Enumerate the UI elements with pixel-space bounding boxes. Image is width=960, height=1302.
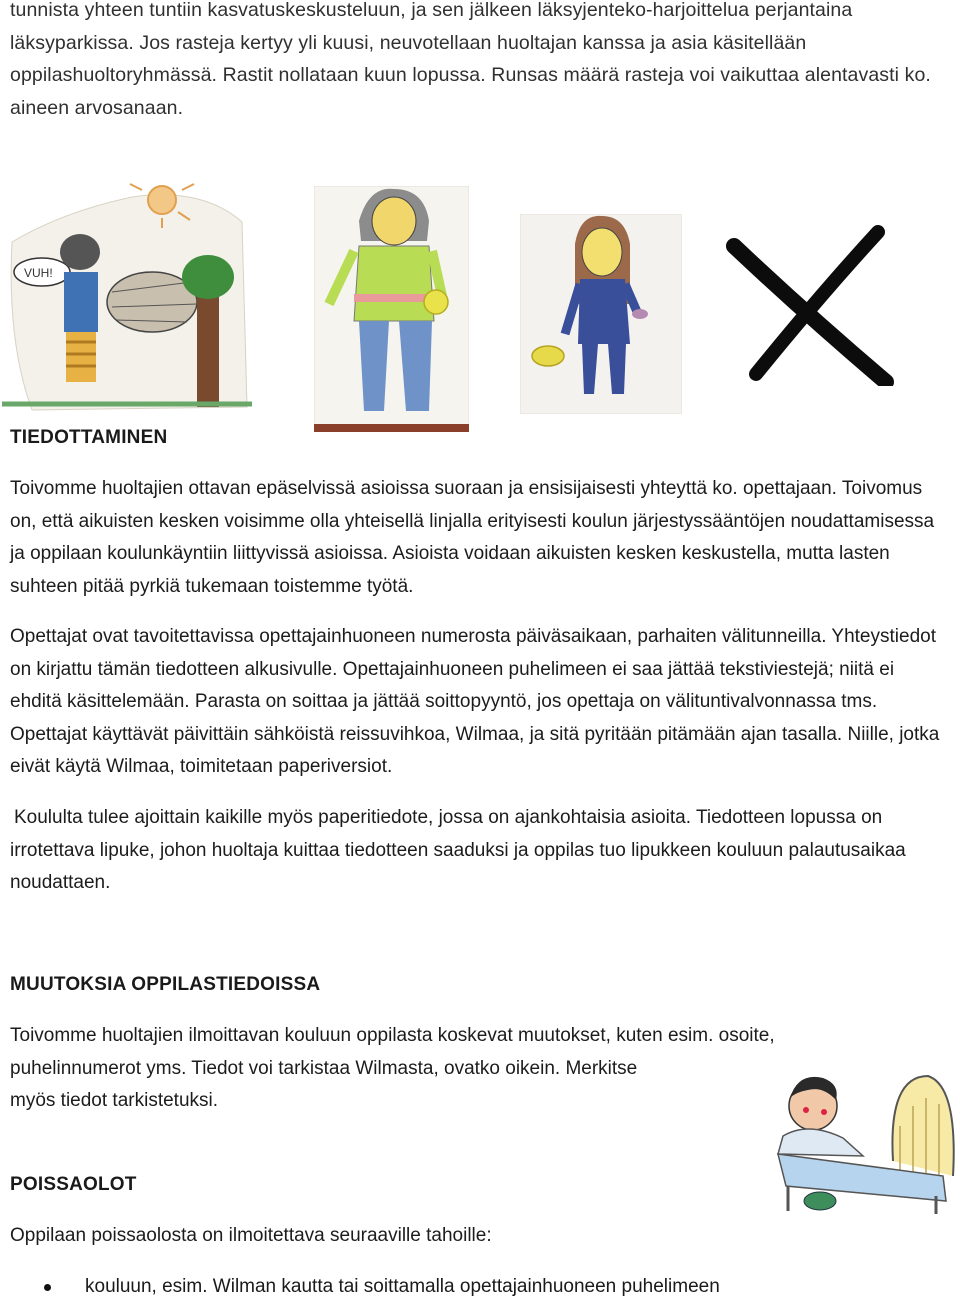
tiedottaminen-paragraph-2: Opettajat ovat tavoitettavissa opettajainhuoneen numerosta päiväsaikaan, parhaiten välitunneilla. Yhteystiedot on kirjattu tämän tiedotteen alkusivulle. Opettajainhuoneen puhelimeen ei saa jättää tekstiviestejä; niitä ei ehditä käsittelemään. Parasta on soittaa ja jättää soittopyyntö, jos opettaja on välituntivalvonnassa tms. Opettajat käyttävät päivittäin sähköistä reissuvihkoa, Wilmaa, ja sitä pyritään pitämään ajan tasalla. Niille, jotka eivät käytä Wilmaa, toimitetaan paperiversiot. — [10, 626, 940, 777]
girl-drawing-2 — [520, 214, 682, 414]
heading-poissaolot: POISSAOLOT — [10, 1174, 137, 1195]
intro-paragraph: tunnista yhteen tuntiin kasvatuskeskusteluun, ja sen jälkeen läksyjenteko-harjoittelua perjantaina läksyparkissa. Jos rasteja kertyy yli kuusi, neuvotellaan huoltajan kanssa ja asia käsitellään oppilashuoltoryhmässä. Rastit nollataan kuun lopussa. Runsas määrä rasteja voi vaikuttaa alentavasti ko. aineen arvosanaan. — [10, 0, 931, 119]
heading-muutoksia: MUUTOKSIA OPPILASTIEDOISSA — [10, 974, 321, 995]
poissaolot-list — [0, 1272, 940, 1302]
muutoksia-line-1: Toivomme huoltajien ilmoittavan kouluun oppilasta koskevat muutokset, kuten esim. osoite, — [10, 1025, 775, 1046]
dog-bee-drawing — [2, 182, 252, 412]
speech-text: VUH! — [24, 266, 53, 280]
muutoksia-line-3: myös tiedot tarkistetuksi. — [10, 1090, 219, 1111]
heading-tiedottaminen: TIEDOTTAMINEN — [10, 427, 168, 448]
muutoksia-line-2: puhelinnumerot yms. Tiedot voi tarkistaa Wilmasta, ovatko oikein. Merkitse — [10, 1058, 638, 1079]
tiedottaminen-paragraph-1: Toivomme huoltajien ottavan epäselvissä asioissa suoraan ja ensisijaisesti yhteyttä ko. opettajaan. Toivomus on, että aikuisten kesken voisimme olla yhteisellä linjalla erityisesti koulun järjestyssääntöjen noudattamisessa ja oppilaan koulunkäyntiin liittyvissä asioissa. Asioista voidaan aikuisten kesken keskustella, mutta lasten suhteen pitää pyrkiä tukemaan toistemme työtä. — [10, 478, 935, 597]
girl-drawing — [314, 186, 469, 432]
tiedottaminen-paragraph-3: Koululta tulee ajoittain kaikille myös paperitiedote, jossa on ajankohtaisia asioita. Tiedotteen lopussa on irrotettava lipuke, johon huoltaja kuittaa tiedotteen saaduksi ja oppilas tuo lipukkeen kouluun palautusaikaa noudattaen. — [10, 807, 906, 893]
list-item: kouluun, esim. Wilman kautta tai soittamalla opettajainhuoneen puhelimeen — [0, 1272, 940, 1302]
x-mark-icon — [726, 224, 896, 386]
poissaolot-intro: Oppilaan poissaolosta on ilmoitettava seuraaville tahoille: — [10, 1225, 492, 1246]
bed-child-illustration — [768, 1066, 958, 1216]
